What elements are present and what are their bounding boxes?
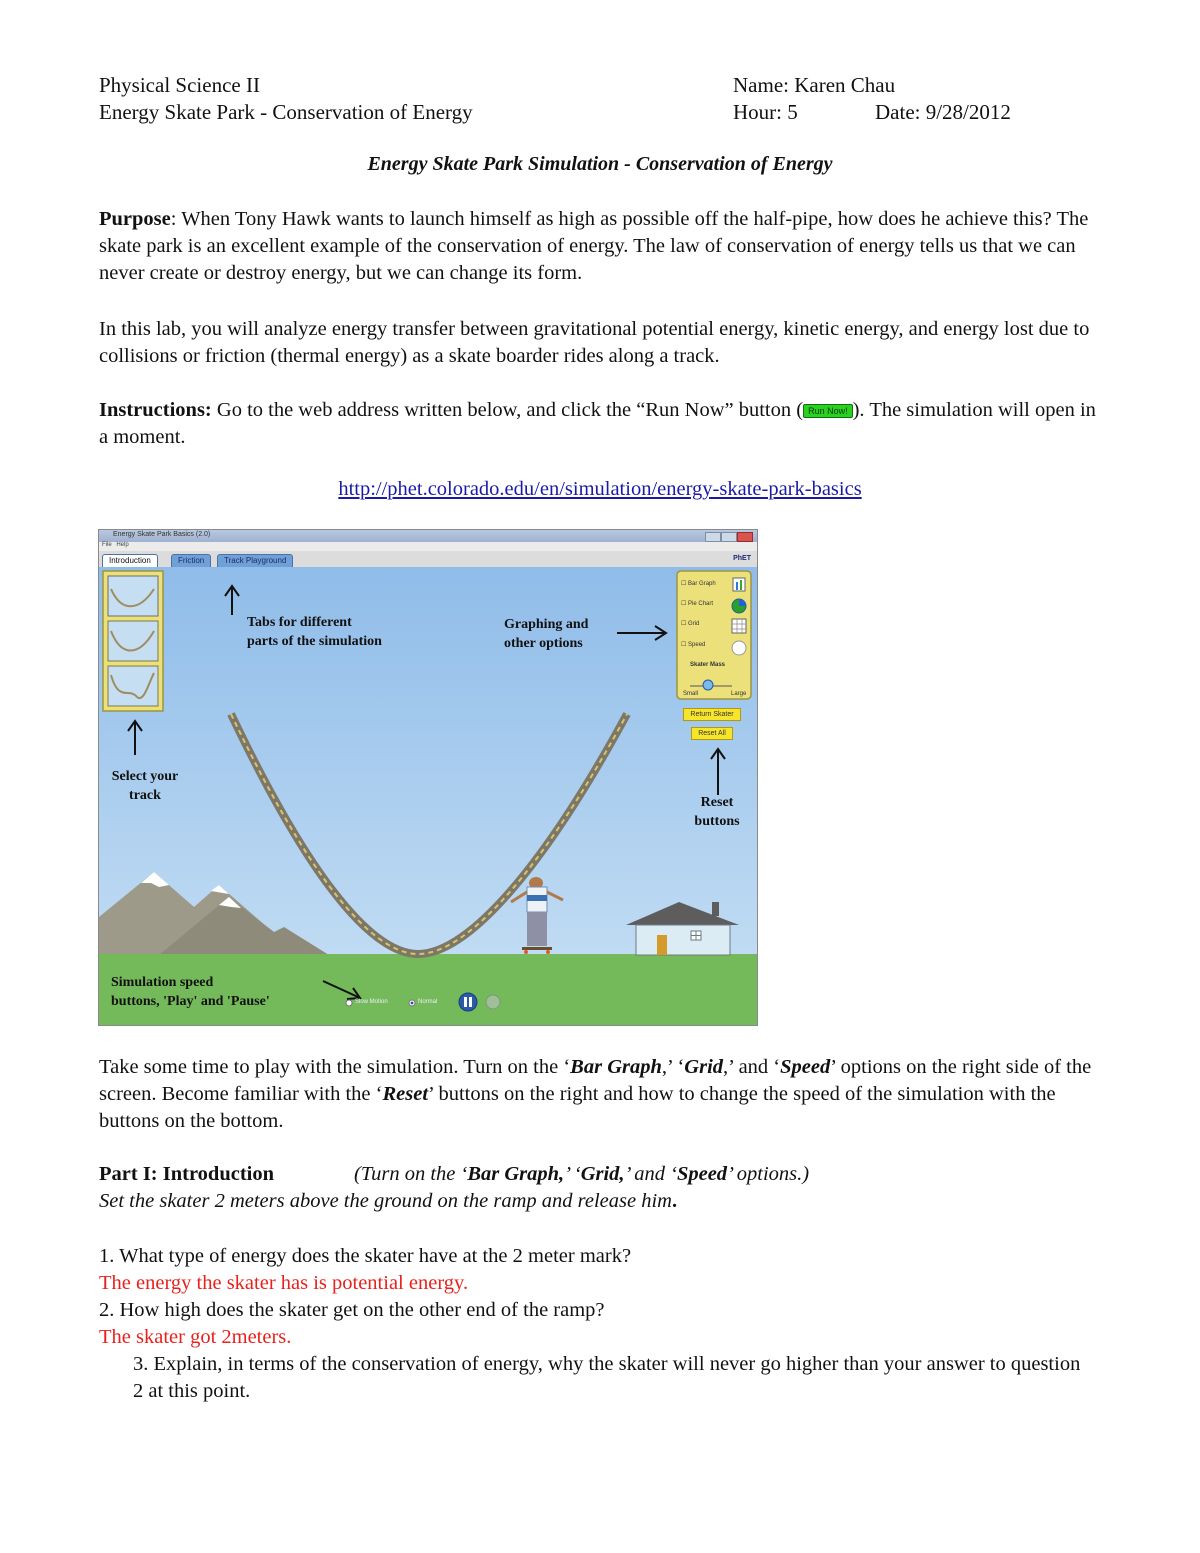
simulation-scene — [99, 567, 757, 1025]
answer-1: The energy the skater has is potential energy. — [99, 1272, 469, 1294]
skater-mass-label: Skater Mass — [690, 662, 726, 668]
menu-file: File — [102, 542, 112, 548]
part1-heading: Part I: Introduction — [99, 1163, 275, 1185]
reset-all-button: Reset All — [691, 727, 733, 740]
play-text-2: ,’ ‘ — [661, 1056, 685, 1078]
annotation-select-line1: Select your — [111, 769, 179, 784]
annotation-graphing-line1: Graphing and — [504, 617, 589, 632]
play-text-1: Take some time to play with the simulation. Turn on the ‘ — [99, 1056, 571, 1078]
part1-setup-line — [99, 1188, 1099, 1215]
phet-logo: PhET — [733, 555, 751, 562]
return-skater-button: Return Skater — [683, 708, 741, 721]
window-menubar — [99, 542, 757, 551]
pause-button — [459, 993, 477, 1011]
instructions-paragraph — [99, 397, 1099, 451]
slow-motion-radio — [346, 1000, 352, 1006]
part1-note-a: (Turn on the ‘ — [354, 1163, 468, 1185]
instructions-text-1: Go to the web address written below, and click the “Run Now” button ( — [211, 399, 804, 421]
part1-note-c: ’ and ‘ — [624, 1163, 677, 1185]
play-grid: Grid — [684, 1056, 724, 1078]
annotation-reset-line1: Reset — [700, 795, 734, 810]
mass-small-label: Small — [683, 691, 699, 697]
window-title: Energy Skate Park Basics (2.0) — [113, 531, 211, 538]
purpose-paragraph — [99, 206, 1099, 287]
annotation-graphing — [504, 615, 588, 653]
simulation-url-link[interactable]: http://phet.colorado.edu/en/simulation/energy-skate-park-basics — [338, 478, 862, 500]
play-text-3: ,’ and ‘ — [723, 1056, 781, 1078]
instructions-label: Instructions: — [99, 399, 212, 421]
grid-icon — [732, 619, 746, 633]
run-now-button: Run Now! — [803, 404, 853, 418]
bar-graph-icon — [733, 578, 745, 591]
part1-note-bar: Bar Graph, — [467, 1163, 565, 1185]
annotation-select-track — [106, 767, 184, 805]
speed-option: ☐ Speed — [681, 642, 706, 648]
simulation-tabs — [99, 551, 757, 567]
close-icon — [737, 532, 753, 542]
instructions-text-2: ). The simulation will open in a moment. — [99, 399, 1096, 448]
play-text-5: ’ buttons on the right and how to change the speed of the simulation with the buttons on the bottom. — [99, 1083, 1056, 1132]
normal-label: Normal — [418, 999, 438, 1005]
annotation-speed — [111, 973, 270, 1011]
part1-note-grid: Grid, — [580, 1163, 625, 1185]
slow-motion-label: Slow Motion — [355, 999, 388, 1005]
grid-option: ☐ Grid — [681, 621, 700, 627]
answer-2: The skater got 2meters. — [99, 1326, 292, 1348]
window-titlebar — [99, 530, 757, 542]
play-paragraph — [99, 1054, 1099, 1135]
annotation-graphing-line2: other options — [504, 636, 583, 651]
play-speed: Speed — [780, 1056, 831, 1078]
student-name: Name: Karen Chau — [733, 73, 896, 97]
part1-note-speed: Speed — [676, 1163, 728, 1185]
part1-setup-end: . — [671, 1190, 678, 1212]
simulation-url-line — [0, 478, 1200, 501]
unit-name: Energy Skate Park - Conservation of Energy — [99, 100, 473, 124]
annotation-reset-line2: buttons — [694, 814, 740, 829]
part1-note-d: ’ options.) — [727, 1163, 810, 1185]
pie-chart-option: ☐ Pie Chart — [681, 601, 714, 607]
annotation-select-line2: track — [129, 788, 161, 803]
scene-graphic — [99, 567, 757, 1025]
page-title: Energy Skate Park Simulation - Conservation of Energy — [367, 153, 833, 175]
purpose-label: Purpose — [99, 208, 171, 230]
course-name: Physical Science II — [99, 73, 260, 97]
maximize-icon — [721, 532, 737, 542]
mass-large-label: Large — [731, 691, 747, 697]
tab-introduction: Introduction — [102, 554, 158, 567]
bar-graph-option: ☐ Bar Graph — [681, 581, 716, 587]
tab-friction: Friction — [171, 554, 211, 567]
play-bar-graph: Bar Graph — [570, 1056, 662, 1078]
pie-chart-label: Pie Chart — [688, 601, 714, 607]
simulation-screenshot — [98, 529, 758, 1026]
question-3-text: 3. Explain, in terms of the conservation of energy, why the skater will never go higher than your answer to question 2 at this point. — [133, 1353, 1081, 1402]
part1-setup: Set the skater 2 meters above the ground on the ramp and release him — [99, 1190, 672, 1212]
play-reset: Reset — [382, 1083, 429, 1105]
hour: Hour: 5 — [733, 100, 798, 124]
menu-help: Help — [116, 542, 129, 548]
annotation-tabs-line1: Tabs for different — [247, 615, 352, 630]
purpose-text: : When Tony Hawk wants to launch himself as high as possible off the half-pipe, how does he achieve this? The skate park is an excellent example of the conservation of energy. The law of conservation of energy tells us that we can never create or destroy energy, but we can change its form. — [99, 208, 1089, 284]
tab-track-playground: Track Playground — [217, 554, 293, 567]
track-selector-panel — [103, 571, 163, 711]
annotation-speed-line2: buttons, 'Play' and 'Pause' — [111, 994, 270, 1009]
part1-note-b: ’ ‘ — [564, 1163, 581, 1185]
play-text-4: ’ options on the right side of the screen. Become familiar with the ‘ — [99, 1056, 1092, 1105]
annotation-reset — [689, 793, 745, 831]
step-button — [486, 995, 500, 1009]
annotation-tabs — [247, 613, 382, 651]
mass-slider-thumb — [703, 680, 713, 690]
date: Date: 9/28/2012 — [875, 100, 1011, 124]
bar-graph-label: Bar Graph — [688, 581, 716, 587]
part1-note — [354, 1163, 809, 1185]
question-3 — [99, 1351, 1089, 1405]
question-1: 1. What type of energy does the skater have at the 2 meter mark? — [99, 1245, 632, 1267]
question-2: 2. How high does the skater get on the other end of the ramp? — [99, 1299, 605, 1321]
part1-heading-line — [99, 1161, 1099, 1188]
speed-icon — [732, 641, 746, 655]
annotation-speed-line1: Simulation speed — [111, 975, 214, 990]
grid-label: Grid — [688, 621, 700, 627]
intro-paragraph: In this lab, you will analyze energy transfer between gravitational potential energy, kinetic energy, and energy lost due to collisions or friction (thermal energy) as a skate boarder rides along a track. — [99, 318, 1090, 367]
minimize-icon — [705, 532, 721, 542]
speed-label: Speed — [688, 642, 706, 648]
annotation-tabs-line2: parts of the simulation — [247, 634, 382, 649]
